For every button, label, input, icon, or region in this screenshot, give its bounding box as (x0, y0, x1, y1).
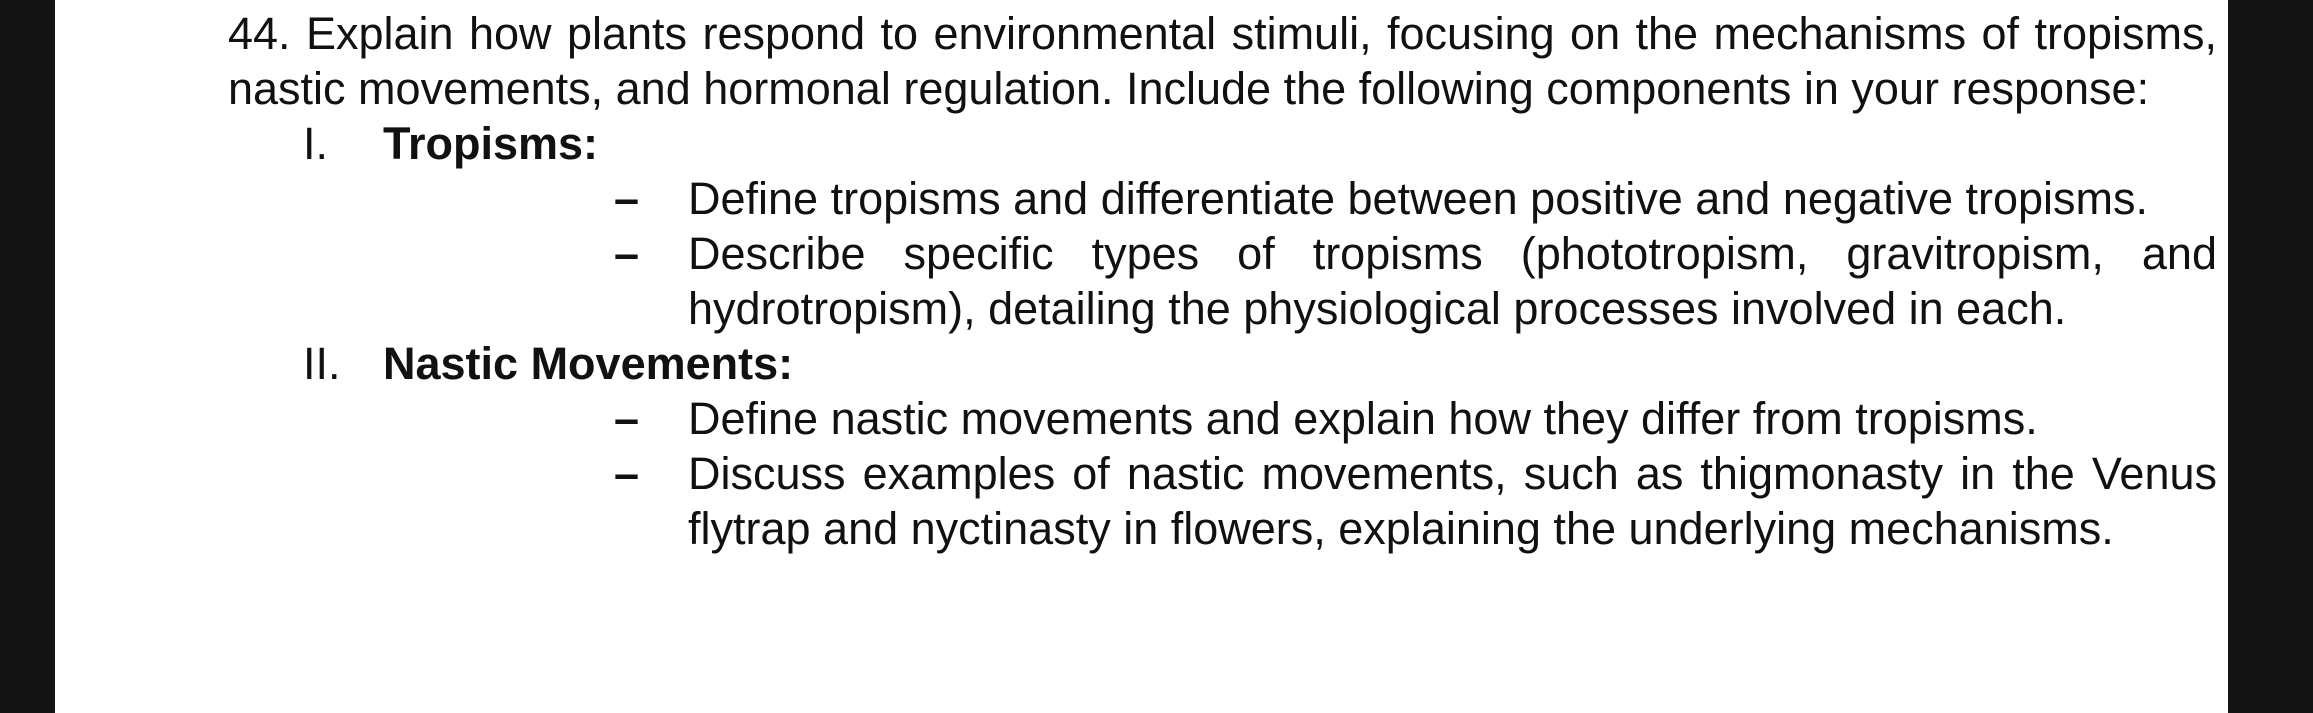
section-nastic-movements (228, 336, 2217, 556)
dash-bullet-icon: – (614, 228, 640, 279)
bullet-text: Discuss examples of nastic movements, such as thigmonasty in the Venus flytrap and nyctinasty in flowers, explaining the underlying mechanisms. (688, 448, 2217, 554)
dash-bullet-icon: – (614, 448, 640, 499)
section-heading (228, 336, 2217, 391)
question-block (228, 6, 2217, 556)
section-heading (228, 116, 2217, 171)
dash-bullet-icon: – (614, 393, 640, 444)
section-tropisms (228, 116, 2217, 336)
list-item (228, 171, 2217, 226)
section-title: Tropisms: (383, 118, 599, 169)
list-item (228, 391, 2217, 446)
section-title: Nastic Movements: (383, 338, 794, 389)
dash-bullet-icon: – (614, 173, 640, 224)
list-item (228, 226, 2217, 336)
section-numeral: I. (303, 118, 329, 169)
document-page (55, 0, 2228, 713)
bullet-text: Define nastic movements and explain how they differ from tropisms. (688, 393, 2038, 444)
bullet-list (228, 171, 2217, 336)
bullet-text: Describe specific types of tropisms (phototropism, gravitropism, and hydrotropism), detailing the physiological processes involved in each. (688, 228, 2217, 334)
question-prompt: 44. Explain how plants respond to environmental stimuli, focusing on the mechanisms of tropisms, nastic movements, and hormonal regulation. Include the following components in your response: (228, 8, 2217, 114)
section-numeral: II. (303, 338, 341, 389)
list-item (228, 446, 2217, 556)
bullet-text: Define tropisms and differentiate between positive and negative tropisms. (688, 173, 2148, 224)
bullet-list (228, 391, 2217, 556)
